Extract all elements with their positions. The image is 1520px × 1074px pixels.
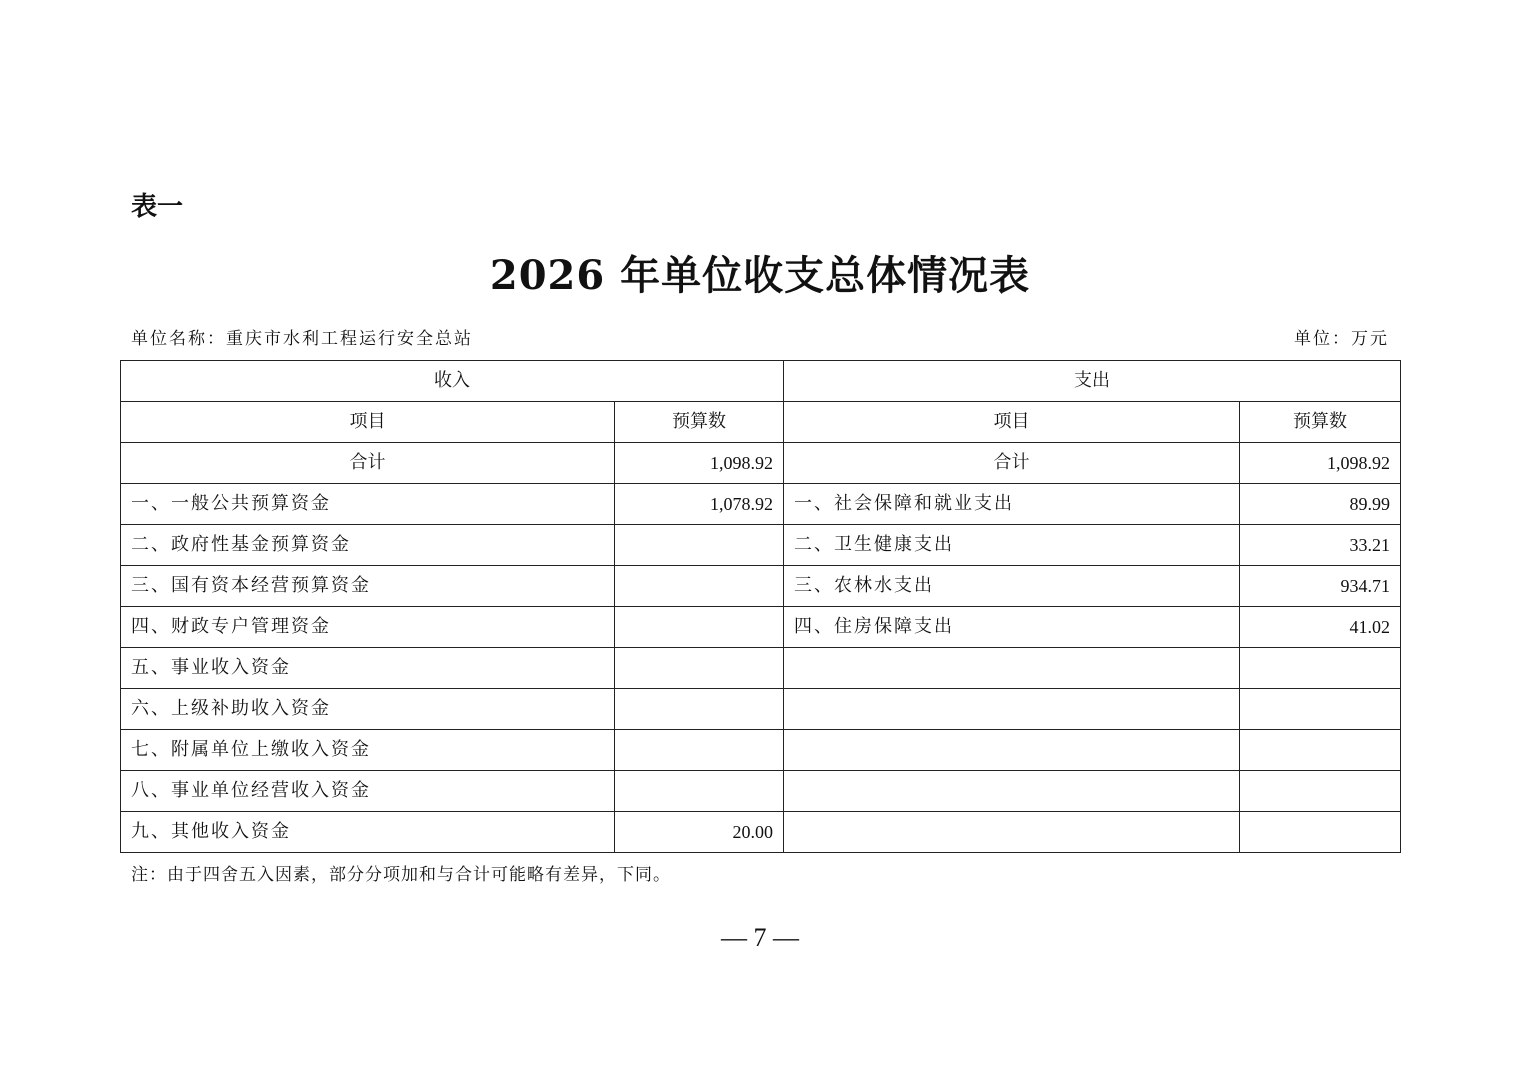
income-value xyxy=(615,730,784,771)
expense-item xyxy=(784,730,1240,771)
income-value xyxy=(615,771,784,812)
income-item: 九、其他收入资金 xyxy=(121,812,615,853)
income-value xyxy=(615,566,784,607)
expense-item: 三、农林水支出 xyxy=(784,566,1240,607)
table-row xyxy=(121,689,1401,730)
table-row xyxy=(121,566,1401,607)
page-number: — 7 — xyxy=(721,923,799,952)
expense-value: 41.02 xyxy=(1240,607,1401,648)
expense-value xyxy=(1240,812,1401,853)
expense-item: 二、卫生健康支出 xyxy=(784,525,1240,566)
income-value: 20.00 xyxy=(615,812,784,853)
expense-value xyxy=(1240,771,1401,812)
table-row xyxy=(121,607,1401,648)
expense-total-label: 合计 xyxy=(784,443,1240,484)
income-value xyxy=(615,607,784,648)
income-total-label: 合计 xyxy=(121,443,615,484)
income-header: 收入 xyxy=(121,361,784,402)
expense-value xyxy=(1240,689,1401,730)
expense-item xyxy=(784,689,1240,730)
income-item: 三、国有资本经营预算资金 xyxy=(121,566,615,607)
expense-value: 934.71 xyxy=(1240,566,1401,607)
budget-table xyxy=(120,360,1401,853)
table-column-header-row xyxy=(121,402,1401,443)
expense-item-column-header: 项目 xyxy=(784,402,1240,443)
table-row xyxy=(121,525,1401,566)
expense-value xyxy=(1240,730,1401,771)
total-row xyxy=(121,443,1401,484)
unit-name: 单位名称：重庆市水利工程运行安全总站 xyxy=(131,329,473,349)
table-row xyxy=(121,812,1401,853)
income-item: 一、一般公共预算资金 xyxy=(121,484,615,525)
table-row xyxy=(121,484,1401,525)
income-value xyxy=(615,525,784,566)
income-item-column-header: 项目 xyxy=(121,402,615,443)
income-value xyxy=(615,648,784,689)
expense-item xyxy=(784,812,1240,853)
unit-label: 单位：万元 xyxy=(1294,329,1389,349)
expense-item xyxy=(784,648,1240,689)
income-total-value: 1,098.92 xyxy=(615,443,784,484)
income-value xyxy=(615,689,784,730)
table-row xyxy=(121,648,1401,689)
expense-item: 一、社会保障和就业支出 xyxy=(784,484,1240,525)
expense-item: 四、住房保障支出 xyxy=(784,607,1240,648)
income-item: 八、事业单位经营收入资金 xyxy=(121,771,615,812)
expense-header: 支出 xyxy=(784,361,1401,402)
table-row xyxy=(121,771,1401,812)
table-group-header-row xyxy=(121,361,1401,402)
income-item: 六、上级补助收入资金 xyxy=(121,689,615,730)
income-value: 1,078.92 xyxy=(615,484,784,525)
expense-budget-column-header: 预算数 xyxy=(1240,402,1401,443)
meta-row xyxy=(131,327,1389,351)
table-row xyxy=(121,730,1401,771)
expense-value xyxy=(1240,648,1401,689)
income-budget-column-header: 预算数 xyxy=(615,402,784,443)
expense-item xyxy=(784,771,1240,812)
footnote: 注：由于四舍五入因素，部分分项加和与合计可能略有差异，下同。 xyxy=(131,865,671,885)
income-item: 二、政府性基金预算资金 xyxy=(121,525,615,566)
income-item: 五、事业收入资金 xyxy=(121,648,615,689)
expense-value: 89.99 xyxy=(1240,484,1401,525)
income-item: 七、附属单位上缴收入资金 xyxy=(121,730,615,771)
expense-total-value: 1,098.92 xyxy=(1240,443,1401,484)
table-label: 表一 xyxy=(131,192,184,222)
expense-value: 33.21 xyxy=(1240,525,1401,566)
income-item: 四、财政专户管理资金 xyxy=(121,607,615,648)
page-title: 2026 年单位收支总体情况表 xyxy=(489,252,1031,299)
